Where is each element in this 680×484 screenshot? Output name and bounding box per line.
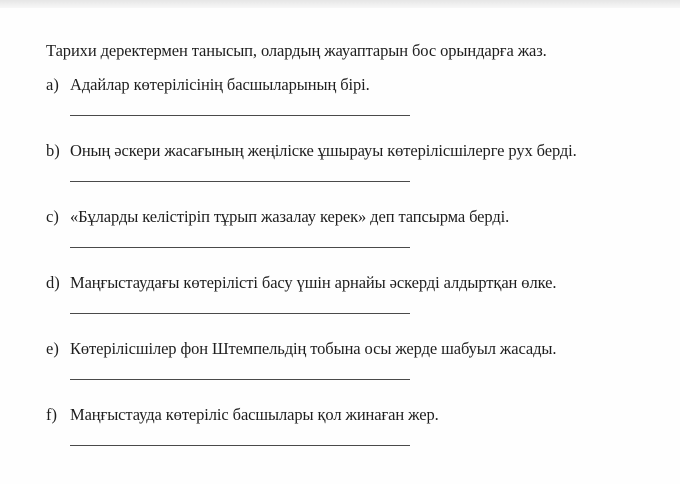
answer-blank-line[interactable]	[70, 313, 410, 314]
answer-blank-line[interactable]	[70, 247, 410, 248]
question-text: «Бұларды келістіріп тұрып жазалау керек» деп тапсырма берді.	[70, 207, 510, 226]
answer-blank-line[interactable]	[70, 445, 410, 446]
question-label: f)	[46, 405, 57, 424]
worksheet-page	[0, 8, 680, 484]
question-b	[46, 141, 666, 201]
answer-blank-line[interactable]	[70, 115, 410, 116]
question-text: Көтерілісшілер фон Штемпельдің тобына осы жерде шабуыл жасады.	[70, 339, 557, 358]
question-c	[46, 207, 666, 267]
question-label: a)	[46, 75, 59, 94]
answer-blank-line[interactable]	[70, 181, 410, 182]
question-label: b)	[46, 141, 60, 160]
instruction-text: Тарихи деректермен танысып, олардың жауаптарын бос орындарға жаз.	[46, 41, 547, 60]
question-text: Маңғыстаудағы көтерілісті басу үшін арнайы әскерді алдыртқан өлке.	[70, 273, 557, 292]
question-label: d)	[46, 273, 60, 292]
question-e	[46, 339, 666, 399]
question-d	[46, 273, 666, 333]
answer-blank-line[interactable]	[70, 379, 410, 380]
question-text: Оның әскери жасағының жеңіліске ұшырауы көтерілісшілерге рух берді.	[70, 141, 577, 160]
question-a	[46, 75, 666, 135]
question-text: Маңғыстауда көтеріліс басшылары қол жинаған жер.	[70, 405, 439, 424]
question-label: c)	[46, 207, 59, 226]
question-text: Адайлар көтерілісінің басшыларының бірі.	[70, 75, 370, 94]
question-label: e)	[46, 339, 59, 358]
top-shadow-band	[0, 0, 680, 8]
question-f	[46, 405, 666, 465]
